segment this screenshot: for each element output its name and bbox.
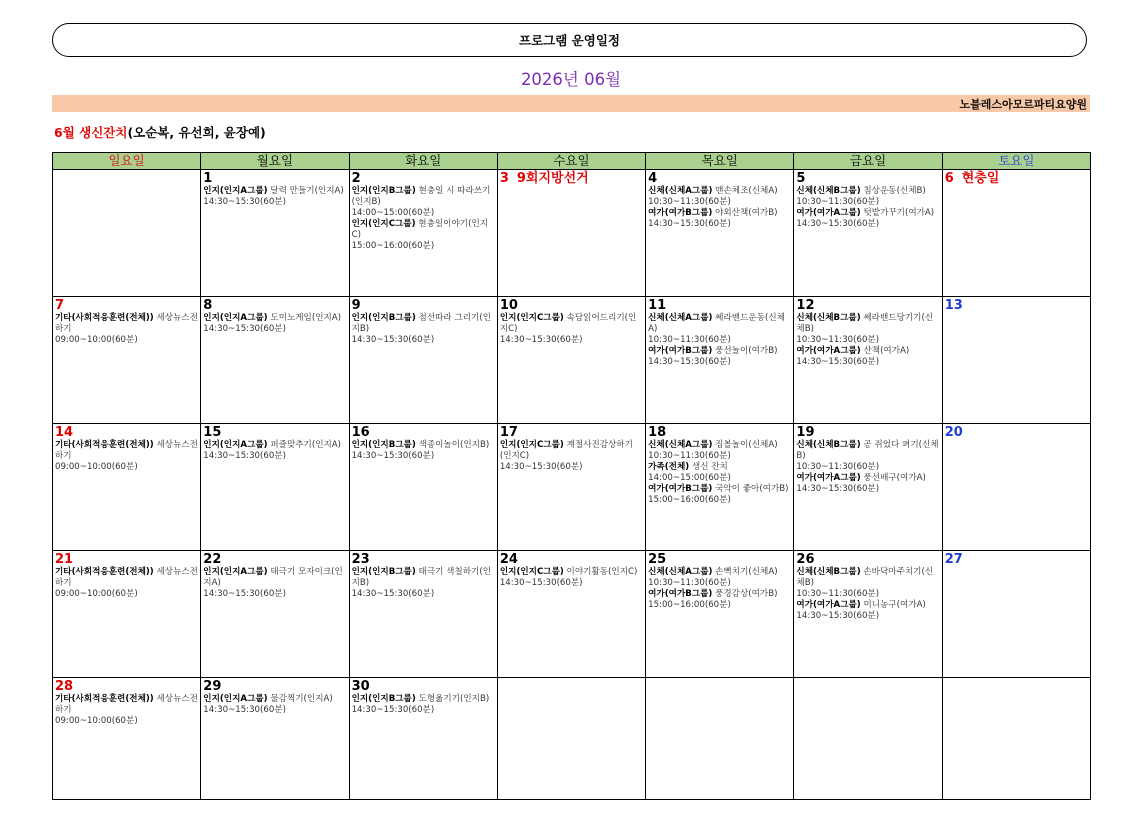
program-group: 신체(신체B그룹)	[796, 186, 861, 196]
weekday-header: 일요일	[53, 153, 201, 170]
calendar-day-cell	[53, 424, 201, 551]
program-group: 기타(사회적응훈련(전체))	[55, 440, 154, 450]
program-entry	[796, 186, 939, 208]
program-entry	[648, 346, 791, 368]
program-entry	[203, 694, 346, 716]
facility-name: 노블레스아모르파티요양원	[959, 97, 1087, 111]
program-time: 10:30~11:30(60분)	[648, 197, 731, 207]
program-group: 신체(신체A그룹)	[648, 313, 713, 323]
program-entry	[352, 567, 495, 600]
program-entry	[648, 589, 791, 611]
program-entry	[648, 567, 791, 589]
calendar-week-row	[53, 170, 1091, 297]
weekday-header: 수요일	[497, 153, 645, 170]
program-time: 09:00~10:00(60분)	[55, 462, 138, 472]
program-title: 짐볼놀이(신체A)	[712, 440, 778, 450]
calendar-day-cell	[497, 678, 645, 800]
day-number: 17	[499, 425, 518, 440]
day-number: 28	[55, 679, 74, 694]
calendar-day-cell	[201, 170, 349, 297]
program-entry	[500, 567, 643, 589]
program-title: 야외산책(여가B)	[712, 208, 778, 218]
calendar-day-cell	[497, 297, 645, 424]
calendar-day-cell	[349, 678, 497, 800]
weekday-header: 화요일	[349, 153, 497, 170]
program-entry	[352, 219, 495, 252]
day-number: 11	[648, 298, 667, 313]
program-title: 세상뉴스전하기	[55, 694, 198, 715]
program-entry	[796, 567, 939, 600]
calendar-day-cell	[646, 551, 794, 678]
day-number: 22	[203, 552, 222, 567]
calendar-day-cell	[349, 297, 497, 424]
program-title: 태극기 모자이크(인지A)	[203, 567, 343, 588]
program-title: 세상뉴스전하기	[55, 313, 198, 334]
program-entry	[55, 440, 198, 473]
calendar-day-cell	[794, 424, 942, 551]
program-entry	[352, 694, 495, 716]
weekday-header: 목요일	[646, 153, 794, 170]
birthday-label: 6월 생신잔치	[54, 125, 128, 140]
day-number: 5	[796, 171, 806, 186]
weekday-header: 금요일	[794, 153, 942, 170]
page-title-box	[52, 23, 1087, 57]
program-time: 15:00~16:00(60분)	[351, 241, 435, 251]
program-time: 10:30~11:30(60분)	[648, 335, 731, 345]
program-entry	[796, 473, 939, 495]
program-entry	[203, 440, 346, 462]
program-group: 기타(사회적응훈련(전체))	[55, 567, 154, 577]
program-entry	[203, 567, 346, 600]
program-time: 14:30~15:30(60분)	[203, 705, 286, 715]
program-time: 14:30~15:30(60분)	[351, 451, 435, 461]
program-group: 여가(여가B그룹)	[648, 589, 713, 599]
program-title: 산책(여가A)	[860, 346, 910, 356]
calendar-day-cell	[201, 551, 349, 678]
program-group: 인지(인지B그룹)	[351, 186, 416, 196]
program-time: 09:00~10:00(60분)	[55, 335, 138, 345]
calendar-day-cell	[942, 678, 1090, 800]
calendar-day-cell	[497, 424, 645, 551]
program-entry	[55, 567, 198, 600]
program-title: 세상뉴스전하기	[55, 440, 198, 461]
day-number: 20	[944, 425, 963, 440]
day-number: 4	[648, 171, 658, 186]
day-number: 26	[796, 552, 815, 567]
calendar-day-cell	[794, 551, 942, 678]
program-title: 현충일 시 따라쓰기(인지B)	[351, 186, 491, 207]
day-number: 9	[351, 298, 361, 313]
program-time: 14:30~15:30(60분)	[203, 451, 286, 461]
program-group: 인지(인지B그룹)	[351, 313, 416, 323]
calendar-day-cell	[942, 170, 1090, 297]
calendar-day-cell	[497, 551, 645, 678]
program-title: 점선따라 그리기(인지B)	[351, 313, 492, 334]
program-time: 10:30~11:30(60분)	[648, 578, 731, 588]
day-number: 8	[203, 298, 213, 313]
day-number: 18	[648, 425, 667, 440]
program-group: 인지(인지A그룹)	[203, 694, 268, 704]
holiday-line	[945, 172, 1088, 186]
program-title: 풍선놀이(여가B)	[712, 346, 778, 356]
program-group: 여가(여가A그룹)	[796, 600, 861, 610]
program-entry	[796, 346, 939, 368]
program-time: 14:30~15:30(60분)	[203, 589, 286, 599]
program-group: 신체(신체A그룹)	[648, 186, 713, 196]
program-time: 10:30~11:30(60분)	[796, 589, 880, 599]
holiday-name: 9회지방선거	[516, 171, 589, 186]
program-entry	[500, 313, 643, 346]
calendar-day-cell	[201, 297, 349, 424]
program-time: 14:00~15:00(60분)	[351, 208, 435, 218]
calendar-week-row	[53, 297, 1091, 424]
day-number: 6	[944, 171, 954, 186]
program-entry	[648, 484, 791, 506]
program-title: 손뼉치기(신체A)	[712, 567, 778, 577]
day-number: 1	[203, 171, 213, 186]
calendar-day-cell	[942, 551, 1090, 678]
calendar-day-cell	[646, 424, 794, 551]
program-title: 미니농구(여가A)	[860, 600, 926, 610]
day-number: 13	[944, 298, 963, 313]
birthday-names: (오순복, 유선희, 윤장예)	[127, 125, 266, 140]
program-title: 속담읽어드리기(인지C)	[499, 313, 637, 334]
calendar-body	[53, 170, 1091, 800]
program-group: 여가(여가A그룹)	[796, 473, 861, 483]
calendar-day-cell	[646, 297, 794, 424]
calendar-day-cell	[794, 170, 942, 297]
program-group: 인지(인지C그룹)	[351, 219, 416, 229]
program-time: 14:30~15:30(60분)	[499, 462, 583, 472]
calendar-day-cell	[349, 551, 497, 678]
program-group: 인지(인지C그룹)	[499, 567, 564, 577]
program-title: 도미노게임(인지A)	[267, 313, 342, 323]
program-title: 손바닥마주치기(신체B)	[796, 567, 934, 588]
program-group: 여가(여가B그룹)	[648, 484, 713, 494]
program-entry	[796, 313, 939, 346]
program-entry	[796, 440, 939, 473]
program-time: 14:30~15:30(60분)	[351, 705, 435, 715]
program-group: 신체(신체B그룹)	[796, 567, 861, 577]
facility-band	[52, 95, 1090, 112]
program-time: 10:30~11:30(60분)	[796, 197, 880, 207]
day-number: 19	[796, 425, 815, 440]
program-group: 인지(인지A그룹)	[203, 313, 268, 323]
program-group: 인지(인지A그룹)	[203, 186, 268, 196]
day-number: 23	[351, 552, 370, 567]
day-number: 29	[203, 679, 222, 694]
program-time: 14:00~15:00(60분)	[648, 473, 731, 483]
program-group: 인지(인지C그룹)	[499, 313, 564, 323]
program-time: 09:00~10:00(60분)	[55, 589, 138, 599]
program-time: 10:30~11:30(60분)	[796, 335, 880, 345]
calendar-day-cell	[497, 170, 645, 297]
program-entry	[352, 440, 495, 462]
program-title: 도형옮기기(인지B)	[415, 694, 490, 704]
calendar-day-cell	[646, 170, 794, 297]
program-group: 기타(사회적응훈련(전체))	[55, 694, 154, 704]
program-title: 색종이놀이(인지B)	[415, 440, 490, 450]
calendar-day-cell	[349, 170, 497, 297]
program-title: 침상운동(신체B)	[860, 186, 926, 196]
program-group: 여가(여가A그룹)	[796, 208, 861, 218]
program-time: 14:30~15:30(60분)	[648, 219, 731, 229]
calendar-week-row	[53, 551, 1091, 678]
program-group: 가족(전체)	[648, 462, 690, 472]
calendar-day-cell	[942, 424, 1090, 551]
program-title: 맨손체조(신체A)	[712, 186, 778, 196]
program-title: 세상뉴스전하기	[55, 567, 198, 588]
page-title: 프로그램 운영일정	[519, 33, 620, 48]
holiday-name: 현충일	[961, 171, 1000, 186]
program-time: 15:00~16:00(60분)	[648, 600, 731, 610]
program-title: 달력 만들기(인지A)	[267, 186, 344, 196]
program-time: 14:30~15:30(60분)	[351, 589, 435, 599]
program-group: 인지(인지A그룹)	[203, 440, 268, 450]
calendar-day-cell	[53, 678, 201, 800]
day-number: 24	[499, 552, 518, 567]
program-entry	[500, 440, 643, 473]
birthday-notice	[54, 123, 266, 141]
program-time: 10:30~11:30(60분)	[796, 462, 880, 472]
program-group: 여가(여가B그룹)	[648, 346, 713, 356]
program-time: 14:30~15:30(60분)	[796, 219, 880, 229]
program-group: 신체(신체A그룹)	[648, 567, 713, 577]
calendar-week-row	[53, 424, 1091, 551]
program-title: 계절사진감상하기(인지C)	[499, 440, 633, 461]
program-title: 쎄라밴드운동(신체A)	[648, 313, 785, 334]
program-time: 14:30~15:30(60분)	[648, 357, 731, 367]
program-group: 기타(사회적응훈련(전체))	[55, 313, 154, 323]
program-entry	[352, 186, 495, 219]
calendar-day-cell	[942, 297, 1090, 424]
program-group: 인지(인지C그룹)	[499, 440, 564, 450]
program-title: 이야기활동(인지C)	[563, 567, 638, 577]
calendar-day-cell	[794, 297, 942, 424]
program-title: 현충일이야기(인지C)	[351, 219, 489, 240]
program-entry	[648, 313, 791, 346]
day-number: 14	[55, 425, 74, 440]
program-entry	[55, 694, 198, 727]
program-group: 인지(인지B그룹)	[351, 567, 416, 577]
day-number: 12	[796, 298, 815, 313]
holiday-line	[500, 172, 643, 186]
program-entry	[648, 462, 791, 484]
program-time: 14:30~15:30(60분)	[499, 335, 583, 345]
program-title: 물감찍기(인지A)	[267, 694, 333, 704]
day-number: 21	[55, 552, 74, 567]
program-group: 신체(신체B그룹)	[796, 313, 861, 323]
calendar-day-cell	[201, 424, 349, 551]
weekday-header: 월요일	[201, 153, 349, 170]
day-number: 2	[351, 171, 361, 186]
calendar-table	[52, 152, 1091, 800]
program-entry	[203, 186, 346, 208]
program-entry	[648, 440, 791, 462]
program-entry	[352, 313, 495, 346]
program-time: 14:30~15:30(60분)	[203, 324, 286, 334]
program-time: 14:30~15:30(60분)	[796, 611, 880, 621]
program-entry	[55, 313, 198, 346]
calendar-day-cell	[201, 678, 349, 800]
calendar-day-cell	[794, 678, 942, 800]
program-title: 퍼즐맞추기(인지A)	[267, 440, 342, 450]
program-title: 국악이 좋아(여가B)	[712, 484, 789, 494]
program-group: 인지(인지A그룹)	[203, 567, 268, 577]
calendar-day-cell	[349, 424, 497, 551]
program-group: 신체(신체A그룹)	[648, 440, 713, 450]
day-number: 25	[648, 552, 667, 567]
calendar-day-cell	[646, 678, 794, 800]
program-title: 풍경감상(여가B)	[712, 589, 778, 599]
day-number: 3	[499, 171, 509, 186]
day-number: 27	[944, 552, 963, 567]
program-time: 14:30~15:30(60분)	[499, 578, 583, 588]
calendar-day-cell	[53, 551, 201, 678]
calendar-day-cell	[53, 170, 201, 297]
day-number: 10	[499, 298, 518, 313]
program-time: 14:30~15:30(60분)	[203, 197, 286, 207]
calendar-day-cell	[53, 297, 201, 424]
program-time: 14:30~15:30(60분)	[351, 335, 435, 345]
program-entry	[796, 208, 939, 230]
program-title: 풍선배구(여가A)	[860, 473, 926, 483]
program-entry	[648, 208, 791, 230]
program-entry	[203, 313, 346, 335]
program-entry	[796, 600, 939, 622]
program-time: 15:00~16:00(60분)	[648, 495, 731, 505]
program-time: 10:30~11:30(60분)	[648, 451, 731, 461]
day-number: 15	[203, 425, 222, 440]
program-group: 여가(여가B그룹)	[648, 208, 713, 218]
program-title: 쎄라밴드당기기(신체B)	[796, 313, 934, 334]
day-number: 30	[351, 679, 370, 694]
program-time: 09:00~10:00(60분)	[55, 716, 138, 726]
program-group: 여가(여가A그룹)	[796, 346, 861, 356]
program-time: 14:30~15:30(60분)	[796, 484, 880, 494]
day-number: 16	[351, 425, 370, 440]
program-group: 인지(인지B그룹)	[351, 440, 416, 450]
calendar-week-row	[53, 678, 1091, 800]
program-group: 신체(신체B그룹)	[796, 440, 861, 450]
program-title: 생신 잔치	[689, 462, 728, 472]
program-entry	[648, 186, 791, 208]
day-number: 7	[55, 298, 65, 313]
program-title: 태극기 색칠하기(인지B)	[351, 567, 492, 588]
weekday-header: 토요일	[942, 153, 1090, 170]
month-heading: 2026년 06월	[520, 70, 622, 89]
program-time: 14:30~15:30(60분)	[796, 357, 880, 367]
weekday-header-row	[53, 153, 1091, 170]
program-group: 인지(인지B그룹)	[351, 694, 416, 704]
program-title: 공 쥐었다 펴기(신체B)	[796, 440, 939, 461]
program-title: 텃밭가꾸기(여가A)	[860, 208, 935, 218]
